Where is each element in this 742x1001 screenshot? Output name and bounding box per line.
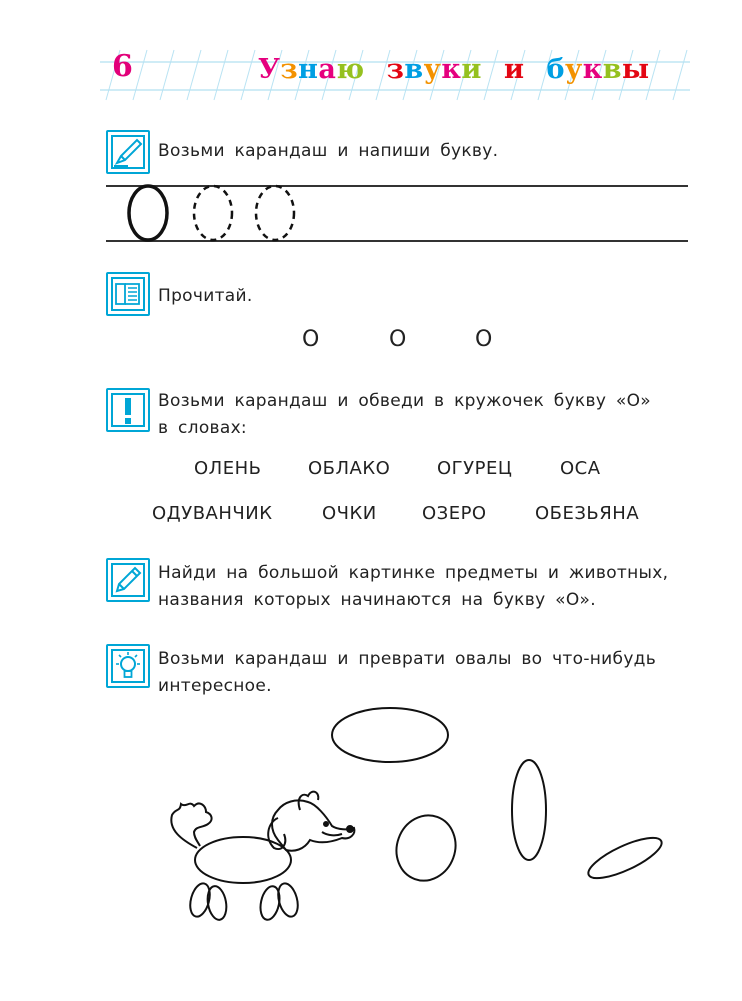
read-letter: О (302, 327, 320, 352)
oval-tilted (584, 830, 667, 886)
dog-tail (171, 804, 211, 848)
dog-eye (324, 822, 328, 826)
pencil-paper-icon (106, 130, 150, 174)
task-write-letter-text: Возьми карандаш и напиши букву. (158, 141, 499, 161)
dog-leg (187, 881, 213, 919)
task-circle-letter-line1: Возьми карандаш и обведи в кружочек букву «О» (158, 391, 651, 411)
word-item: ОЧКИ (322, 503, 377, 524)
title-word: буквы (546, 54, 650, 85)
task-transform-ovals-text (158, 646, 656, 700)
dog-example (171, 792, 354, 922)
task-circle-letter-text (158, 388, 651, 442)
dog-leg (205, 885, 229, 922)
oval-egg (387, 807, 464, 889)
pencil-icon (106, 558, 150, 602)
dog-leg (275, 881, 301, 919)
letter-o-solid (129, 186, 167, 240)
task-find-objects-line1: Найди на большой картинке предметы и животных, (158, 563, 669, 583)
dog-nose (347, 826, 353, 832)
word-item: ОСА (560, 458, 601, 479)
exclamation-icon (106, 388, 150, 432)
oval-top (332, 708, 448, 762)
task-transform-ovals-line1: Возьми карандаш и преврати овалы во что-нибудь (158, 649, 657, 669)
page-number: 6 (112, 49, 133, 84)
task-transform-ovals-line2: интересное. (158, 676, 272, 696)
lightbulb-icon (106, 644, 150, 688)
word-item: ОЛЕНЬ (194, 458, 262, 479)
oval-vertical (512, 760, 546, 860)
word-item: ОДУВАНЧИК (152, 503, 273, 524)
ovals-drawing (150, 700, 670, 940)
dog-mouth (322, 832, 342, 835)
task-read-text: Прочитай. (158, 286, 253, 306)
page-title (258, 56, 650, 83)
task-find-objects-line2: названия которых начинаются на букву «О». (158, 590, 596, 610)
read-letter: О (475, 327, 493, 352)
word-item: ОГУРЕЦ (437, 458, 513, 479)
title-word: Узнаю (258, 54, 365, 85)
title-word: звуки (386, 54, 482, 85)
letter-o-dashed-2 (256, 186, 294, 240)
task-circle-letter-line2: в словах: (158, 418, 247, 438)
word-item: ОБЛАКО (308, 458, 391, 479)
word-item: ОЗЕРО (422, 503, 487, 524)
word-item: ОБЕЗЬЯНА (535, 503, 640, 524)
dog-body (195, 837, 291, 883)
letter-o-tracing (120, 180, 320, 250)
book-icon (106, 272, 150, 316)
read-letter: О (389, 327, 407, 352)
letter-o-dashed-1 (194, 186, 232, 240)
task-find-objects-text (158, 560, 668, 614)
title-word: и (503, 54, 525, 85)
